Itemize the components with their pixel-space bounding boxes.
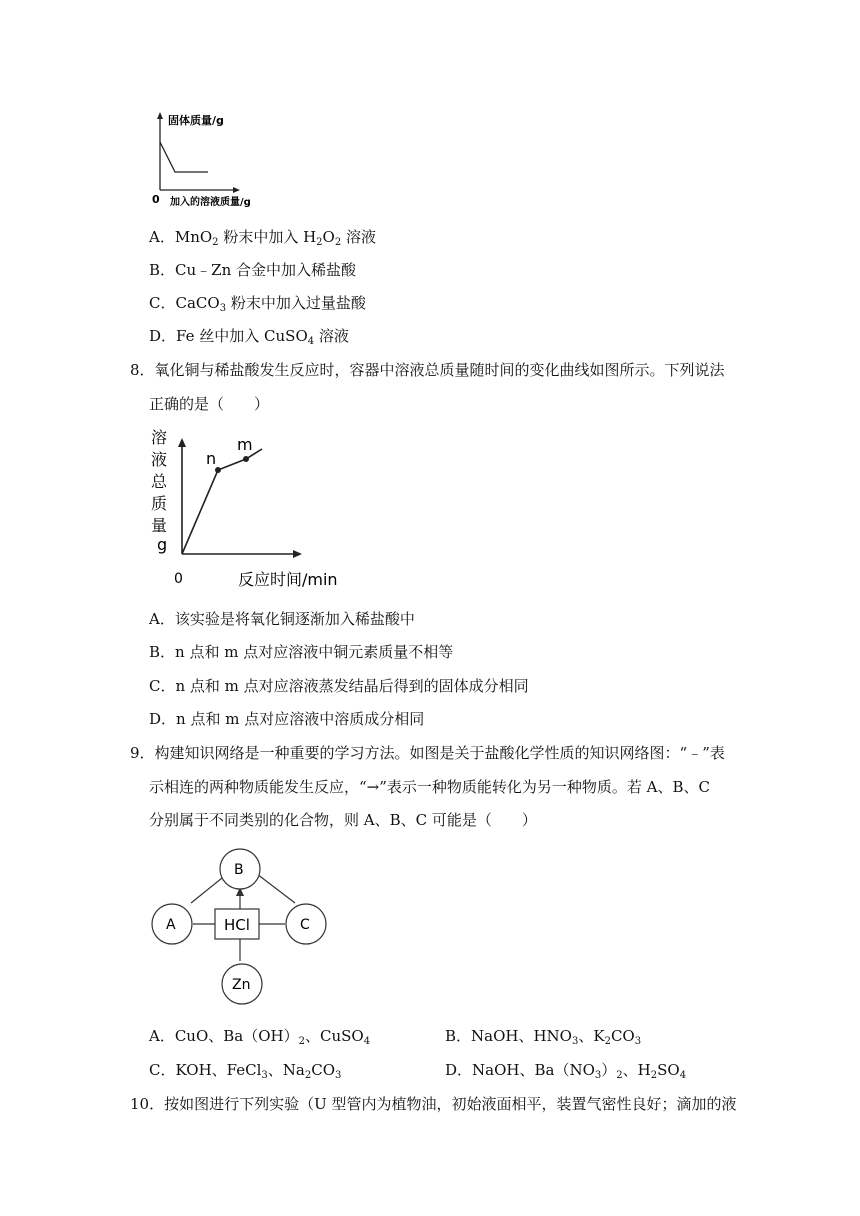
- y-label-char-5: 量: [151, 516, 168, 535]
- q8-option-d: D．n 点和 m 点对应溶液中溶质成分相同: [149, 710, 425, 728]
- q9-number: 9．: [130, 744, 155, 762]
- q7-option-c: C．CaCO$_3$ 粉末中加入过量盐酸: [149, 294, 366, 314]
- y-label-char-4: 质: [151, 494, 168, 513]
- q9-stem-line2: 示相连的两种物质能发生反应，“→”表示一种物质能转化为另一种物质。若 A、B、C: [149, 778, 711, 796]
- node-c-label: C: [300, 917, 310, 933]
- point-n-label: n: [206, 449, 217, 468]
- q7-option-d: D．Fe 丝中加入 CuSO$_4$ 溶液: [149, 327, 349, 347]
- node-zn-label: Zn: [232, 977, 251, 993]
- figure-solid-mass-graph: [148, 108, 278, 210]
- x-axis-label: 反应时间/min: [238, 570, 338, 589]
- y-label-char-3: 总: [151, 472, 168, 491]
- q9-stem-line1: 9．构建知识网络是一种重要的学习方法。如图是关于盐酸化学性质的知识网络图：“﹣”表: [130, 744, 725, 762]
- q9-option-b: B．NaOH、$HNO_3$、$K_2CO_3$: [445, 1027, 642, 1047]
- q7-option-a: A．MnO$_2$ 粉末中加入 $H_2O_2$ 溶液: [149, 228, 377, 248]
- q9-option-c: C．KOH、FeCl$_3$、$Na_2CO_3$: [149, 1061, 342, 1081]
- q8-number: 8．: [130, 361, 155, 379]
- origin-label: 0: [174, 571, 183, 587]
- q8-option-a: A．该实验是将氧化铜逐渐加入稀盐酸中: [149, 610, 415, 628]
- node-b-label: B: [234, 862, 244, 878]
- y-axis-label: 固体质量/g: [168, 114, 224, 127]
- q8-option-b: B．n 点和 m 点对应溶液中铜元素质量不相等: [149, 643, 454, 661]
- y-label-char-1: 溶: [151, 428, 168, 447]
- origin-label: 0: [152, 193, 160, 206]
- q9-option-d: D．NaOH、$Ba(NO_3)_2$、$H_2SO_4$: [445, 1061, 687, 1081]
- y-label-char-6: g: [157, 535, 168, 554]
- x-axis-label: 加入的溶液质量/g: [170, 197, 251, 208]
- q9-option-a: A．CuO、$Ba(OH)_2$、CuSO$_4$: [149, 1027, 371, 1047]
- q10-number: 10．: [130, 1095, 165, 1113]
- q8-option-c: C．n 点和 m 点对应溶液蒸发结晶后得到的固体成分相同: [149, 677, 529, 695]
- q10-stem-line1: 10．按如图进行下列实验（U 型管内为植物油，初始液面相平，装置气密性良好；滴加的液: [130, 1095, 737, 1113]
- node-a-label: A: [166, 917, 176, 933]
- node-hcl-label: HCl: [224, 916, 250, 934]
- point-m-label: m: [237, 435, 253, 454]
- q7-option-b: B．Cu﹣Zn 合金中加入稀盐酸: [149, 261, 357, 279]
- q8-stem-line2: 正确的是（ ）: [149, 395, 270, 413]
- q9-stem-line3: 分别属于不同类别的化合物，则 A、B、C 可能是（ ）: [149, 811, 537, 829]
- figure-solution-mass-graph: [148, 426, 348, 592]
- hcl-knowledge-network-diagram: [145, 843, 345, 1011]
- q8-stem-line1: 8．氧化铜与稀盐酸发生反应时，容器中溶液总质量随时间的变化曲线如图所示。下列说法: [130, 361, 725, 379]
- y-label-char-2: 液: [151, 450, 168, 469]
